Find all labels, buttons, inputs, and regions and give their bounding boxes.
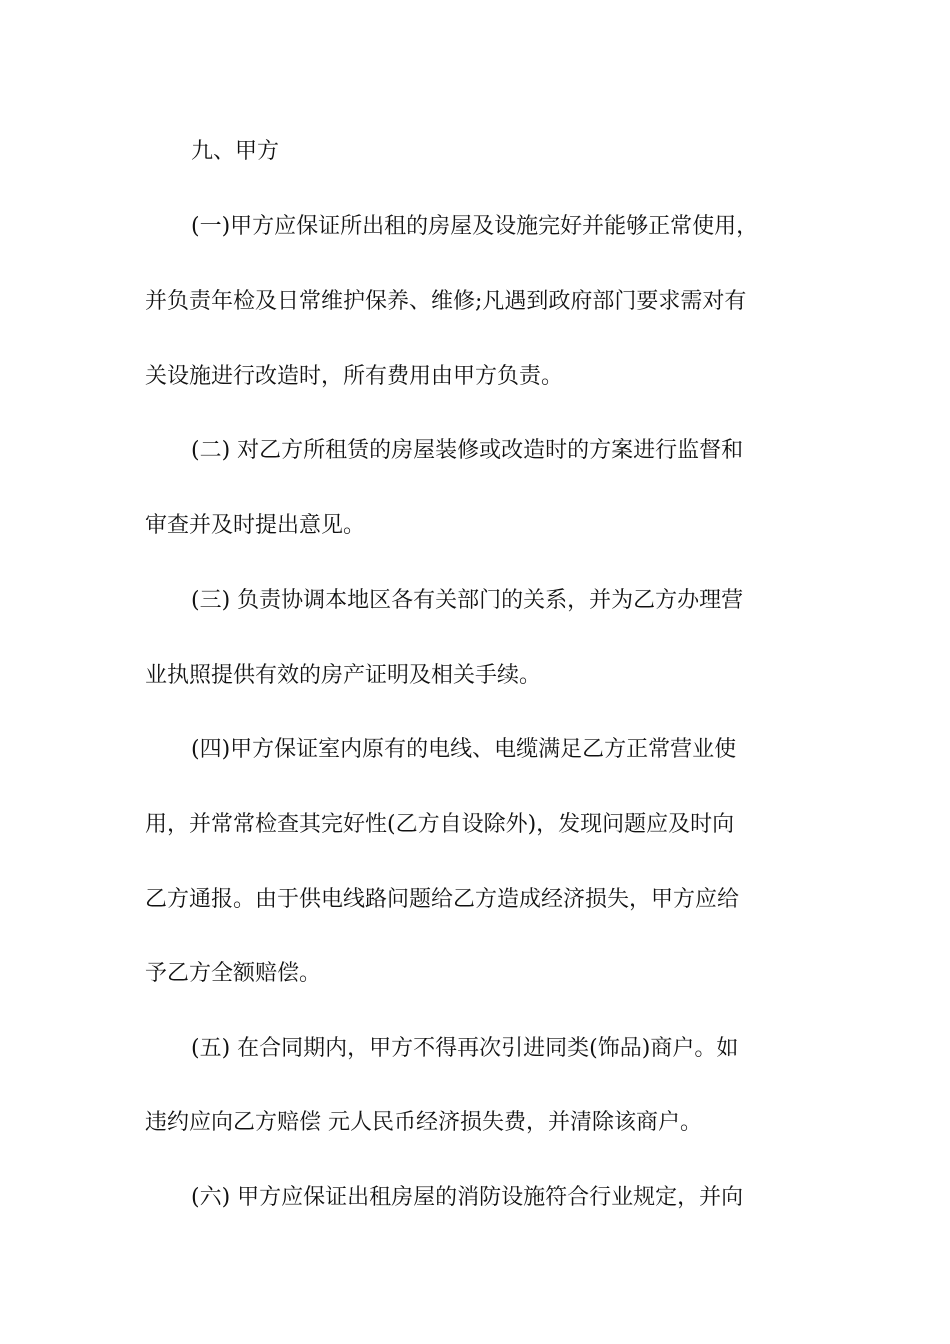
paragraph-line: (六) 甲方应保证出租房屋的消防设施符合行业规定，并向 bbox=[191, 1185, 744, 1210]
paragraph-line: (三) 负责协调本地区各有关部门的关系，并为乙方办理营 bbox=[191, 588, 744, 613]
paragraph-line: 并负责年检及日常维护保养、维修;凡遇到政府部门要求需对有 bbox=[145, 289, 747, 314]
paragraph-line: (五) 在合同期内，甲方不得再次引进同类(饰品)商户。如 bbox=[191, 1036, 739, 1061]
paragraph-line: 业执照提供有效的房产证明及相关手续。 bbox=[145, 663, 542, 688]
paragraph-line: 审查并及时提出意见。 bbox=[145, 513, 366, 538]
paragraph-line: (二) 对乙方所租赁的房屋装修或改造时的方案进行监督和 bbox=[191, 438, 744, 463]
paragraph-line: 违约应向乙方赔偿 元人民币经济损失费，并清除该商户。 bbox=[145, 1110, 702, 1135]
paragraph-line: 关设施进行改造时，所有费用由甲方负责。 bbox=[145, 364, 564, 389]
section-heading: 九、甲方 bbox=[191, 139, 280, 164]
paragraph-line: 乙方通报。由于供电线路问题给乙方造成经济损失，甲方应给 bbox=[145, 887, 740, 912]
paragraph-line: 用，并常常检查其完好性(乙方自设除外)，发现问题应及时向 bbox=[145, 812, 735, 837]
paragraph-line: (一)甲方应保证所出租的房屋及设施完好并能够正常使用， bbox=[191, 214, 759, 239]
paragraph-line: 予乙方全额赔偿。 bbox=[145, 961, 322, 986]
paragraph-line: (四)甲方保证室内原有的电线、电缆满足乙方正常营业使 bbox=[191, 737, 737, 762]
